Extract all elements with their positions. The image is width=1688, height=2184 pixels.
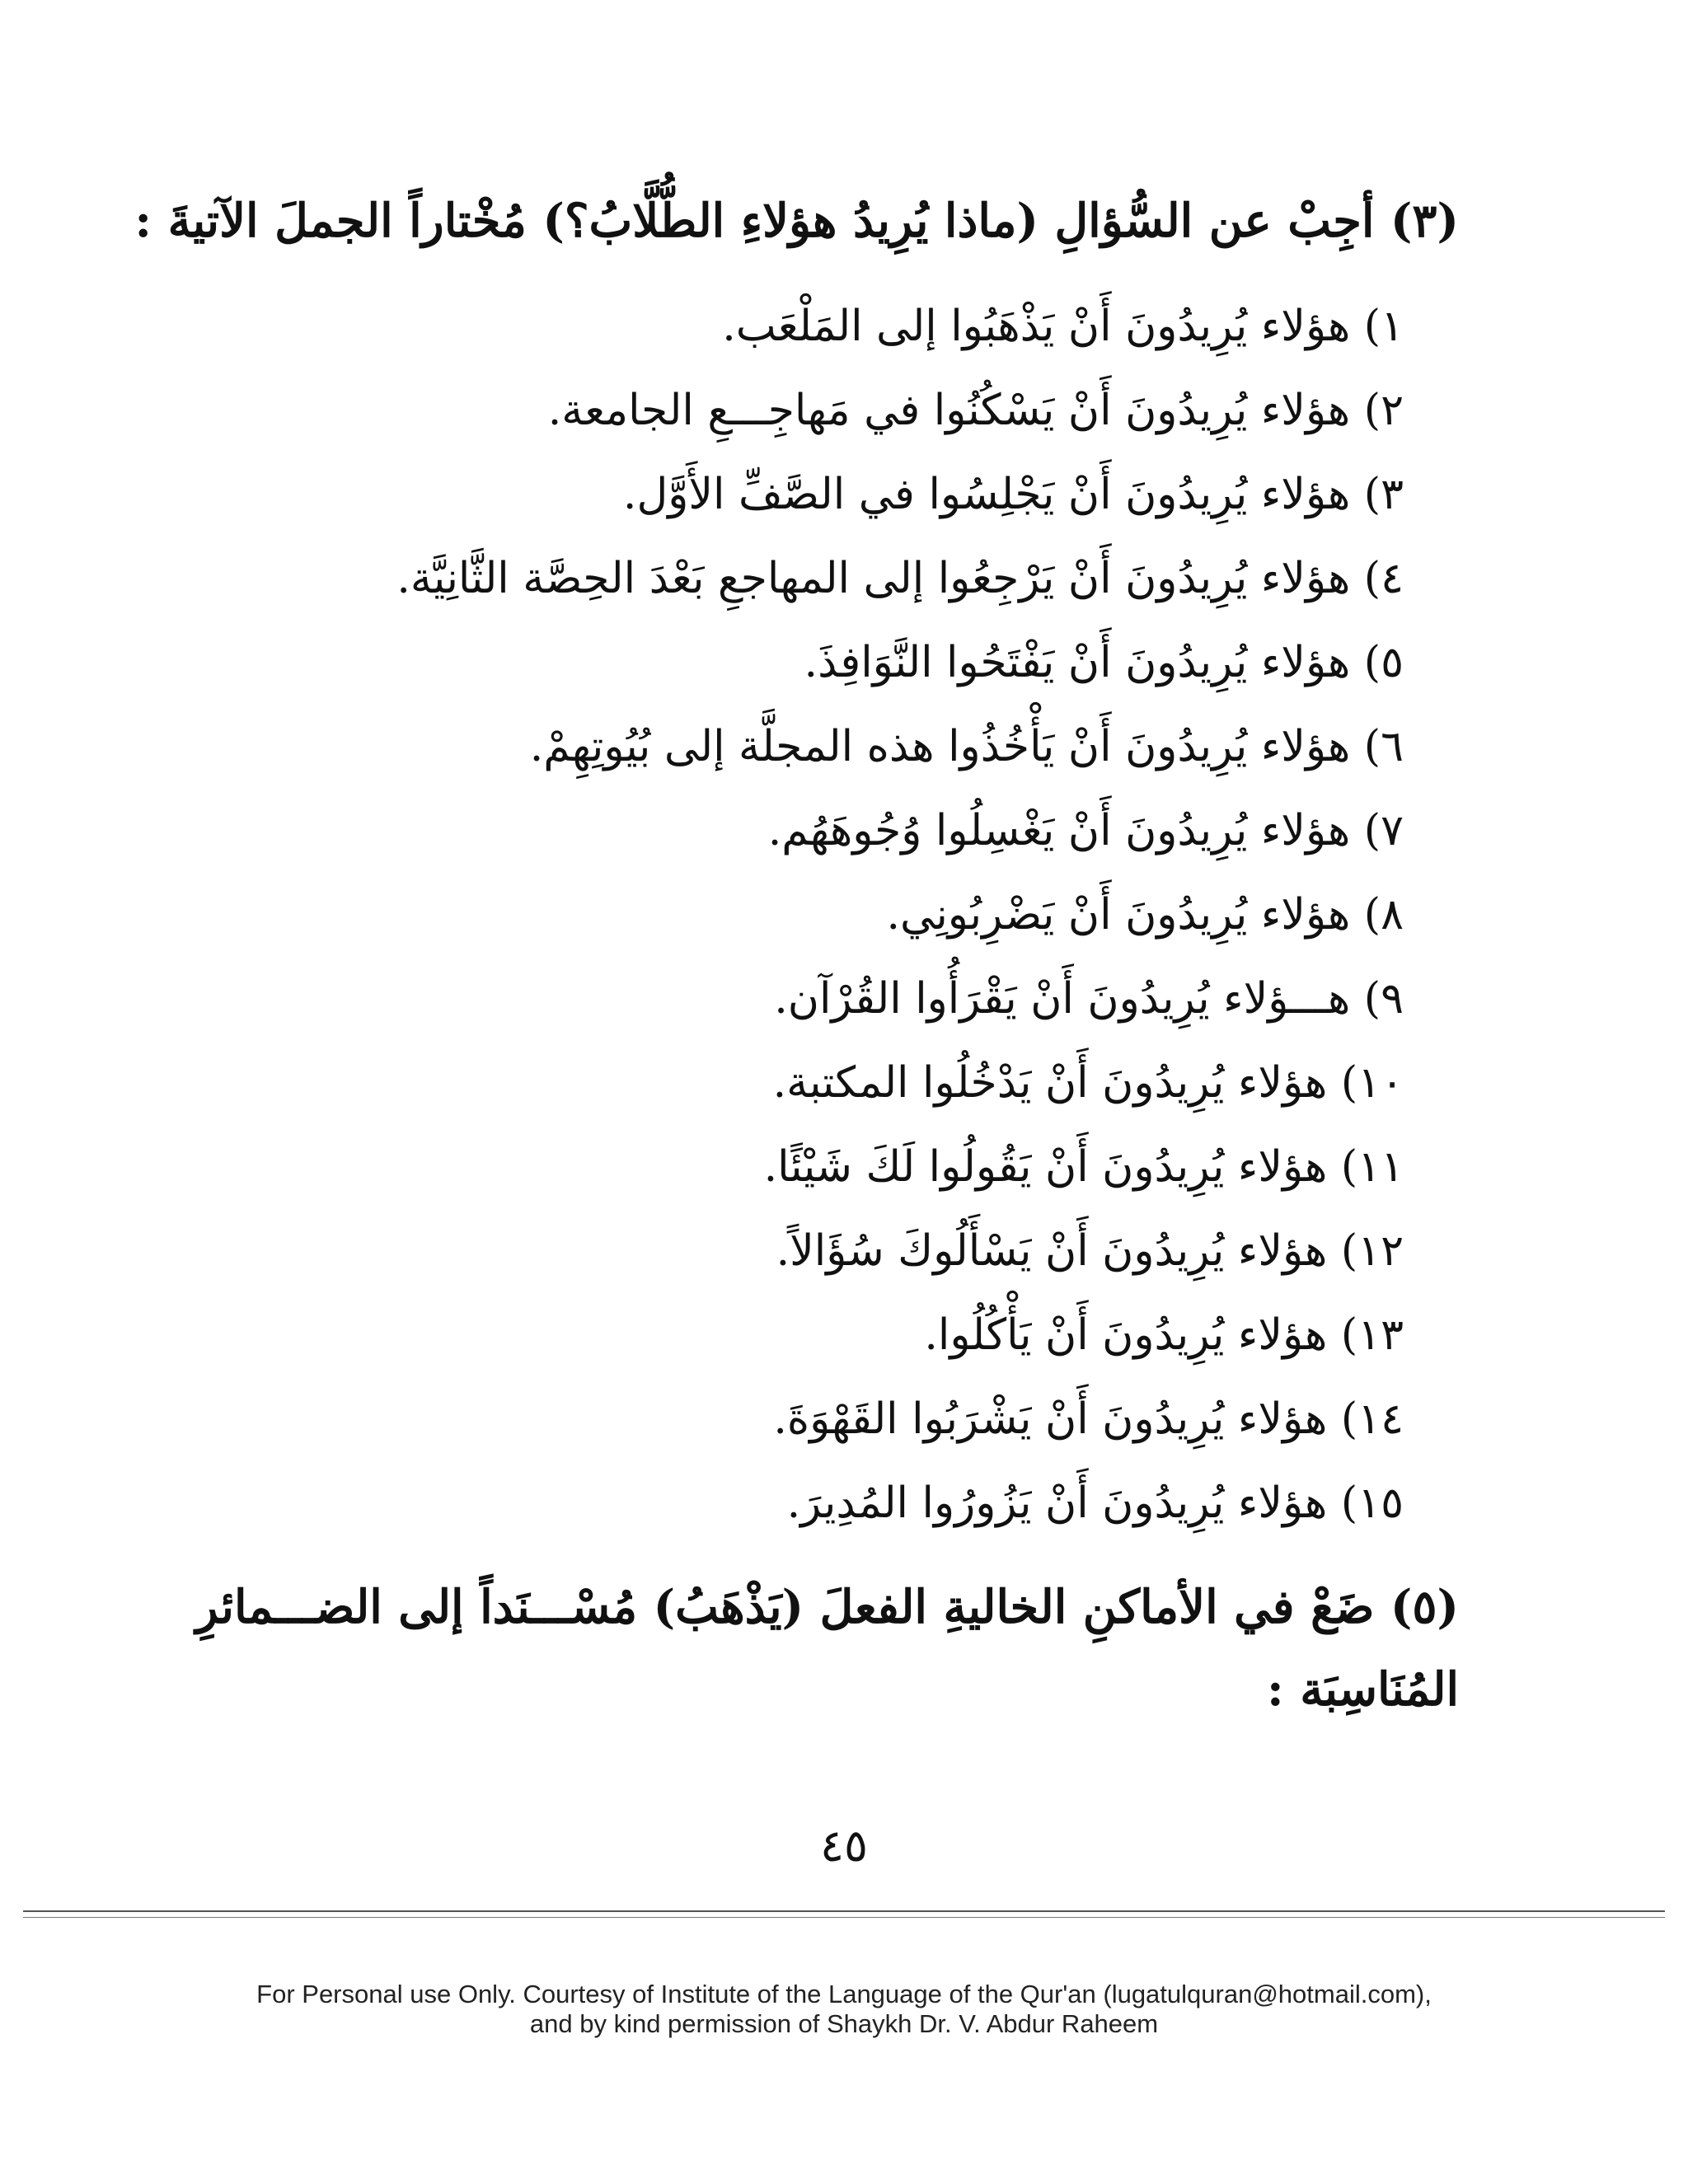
sentence-item: ١٥) هؤلاء يُرِيدُونَ أَنْ يَزُورُوا المُدِيرَ.: [786, 1479, 1404, 1528]
exercise-5-heading: [195, 1566, 1459, 1731]
sentence-item: ١٣) هؤلاء يُرِيدُونَ أَنْ يَأْكُلُوا.: [924, 1310, 1404, 1360]
sentence-item: ٨) هؤلاء يُرِيدُونَ أَنْ يَضْرِبُونِي.: [886, 890, 1404, 940]
footer-divider: [23, 1910, 1665, 1912]
footer-line-2: and by kind permission of Shaykh Dr. V. Abdur Raheem: [529, 2009, 1159, 2038]
sentence-item: ١٠) هؤلاء يُرِيدُونَ أَنْ يَدْخُلُوا المكتبة.: [772, 1058, 1404, 1108]
page-number: ٤٥: [819, 1820, 868, 1872]
sentence-item: ١٢) هؤلاء يُرِيدُونَ أَنْ يَسْأَلُوكَ سُؤَالاً.: [776, 1226, 1404, 1276]
sentence-item: ٣) هؤلاء يُرِيدُونَ أَنْ يَجْلِسُوا في الصَّفِّ الأَوَّل.: [622, 470, 1404, 519]
footer-notice: [0, 1980, 1688, 2039]
sentence-item: ٦) هؤلاء يُرِيدُونَ أَنْ يَأْخُذُوا هذه المجلَّة إلى بُيُوتِهِمْ.: [529, 722, 1404, 771]
sentence-item: ٤) هؤلاء يُرِيدُونَ أَنْ يَرْجِعُوا إلى المهاجعِ بَعْدَ الحِصَّة الثَّانِيَّة.: [396, 554, 1404, 603]
exercise-3-heading: (٣) أجِبْ عن السُّؤالِ (ماذا يُرِيدُ هؤلاءِ الطُّلَّابُ؟) مُخْتاراً الجملَ الآتيةَ :: [134, 194, 1459, 248]
sentence-item: ١٤) هؤلاء يُرِيدُونَ أَنْ يَشْرَبُوا القَهْوَةَ.: [773, 1394, 1404, 1444]
sentence-item: ٩) هـــؤلاء يُرِيدُونَ أَنْ يَقْرَأُوا القُرْآن.: [774, 974, 1404, 1024]
exercise-3-sentence-list: [209, 284, 1404, 1545]
sentence-item: ٧) هؤلاء يُرِيدُونَ أَنْ يَغْسِلُوا وُجُوهَهُم.: [767, 806, 1404, 855]
exercise-5-heading-line-1: (٥) ضَعْ في الأماكنِ الخاليةِ الفعلَ (يَذْهَبُ) مُسْـــنَداً إلى الضـــمائرِ: [195, 1580, 1459, 1634]
sentence-item: ١) هؤلاء يُرِيدُونَ أَنْ يَذْهَبُوا إلى المَلْعَب.: [722, 302, 1404, 351]
footer-line-1: For Personal use Only. Courtesy of Institute of the Language of the Qur'an (lugatulquran@hotmail.com),: [256, 1980, 1432, 2008]
sentence-item: ٥) هؤلاء يُرِيدُونَ أَنْ يَفْتَحُوا النَّوَافِذَ.: [804, 638, 1404, 687]
sentence-item: ١١) هؤلاء يُرِيدُونَ أَنْ يَقُولُوا لَكَ شَيْئًا.: [763, 1142, 1404, 1192]
exercise-5-heading-line-2: المُنَاسِبَة :: [1267, 1662, 1459, 1717]
footer-divider-secondary: [23, 1917, 1665, 1918]
sentence-item: ٢) هؤلاء يُرِيدُونَ أَنْ يَسْكُنُوا في مَهاجِـــعِ الجامعة.: [547, 386, 1404, 435]
